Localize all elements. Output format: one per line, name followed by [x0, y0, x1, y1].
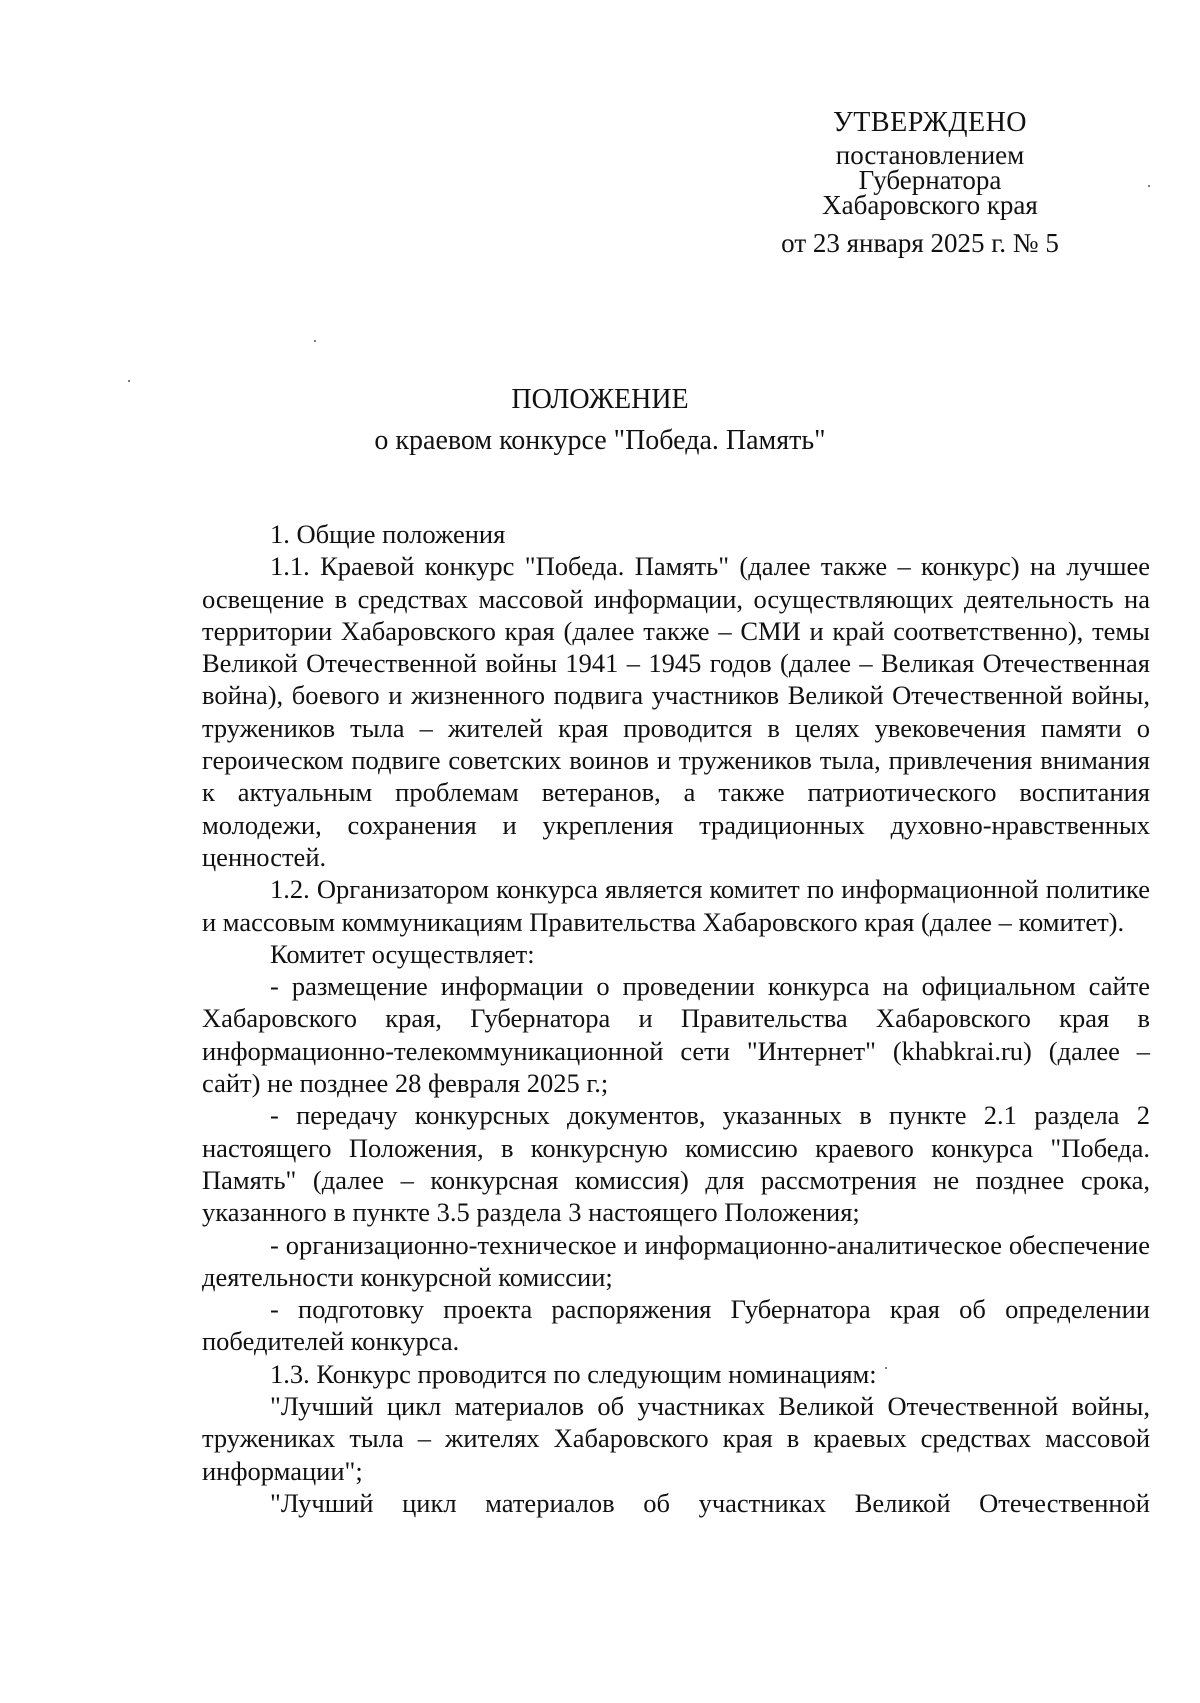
nomination-item: "Лучший цикл материалов об участниках Великой Отечественной [270, 1487, 1150, 1518]
paragraph-1-1: 1.1. Краевой конкурс "Победа. Память" (далее также – конкурс) на лучшее освещение в средствах массовой информации, осуществляющих деятельность на территории Хабаровского края (далее также – СМИ и край соответственно), темы Великой Отечественной войны 1941 – 1945 годов (далее – Великая Отечественная война), боевого и жизненного подвига участников Великой Отечественной войны, тружеников тыла – жителей края проводится в целях увековечения памяти о героическом подвиге советских воинов и тружеников тыла, привлечения внимания к актуальным проблемам ветеранов, а также патриотического воспитания молодежи, сохранения и укрепления традиционных духовно-нравственных ценностей. [202, 551, 1150, 872]
nomination-item: "Лучший цикл материалов об участниках Великой Отечественной войны, тружениках тыла – жителях Хабаровского края в краевых средствах массовой информации"; [202, 1391, 1150, 1486]
approval-title: УТВЕРЖДЕНО [832, 107, 1028, 138]
document-subtitle: о краевом конкурсе "Победа. Память" [374, 425, 826, 456]
list-item: - размещение информации о проведении конкурса на официальном сайте Хабаровского края, Губернатора и Правительства Хабаровского края в информационно-телекоммуникационной сети "Интернет" (khabkrai.ru) (далее – сайт) не позднее 28 февраля 2025 г.; [202, 971, 1150, 1099]
section-heading: 1. Общие положения [270, 519, 506, 549]
approval-line-2: Губернатора [858, 165, 1002, 195]
document-body [202, 518, 1150, 1519]
document-title: ПОЛОЖЕНИЕ [511, 384, 689, 415]
list-item: - передачу конкурсных документов, указанных в пункте 2.1 раздела 2 настоящего Положения, в конкурсную комиссию краевого конкурса "Победа. Память" (далее – конкурсная комиссия) для рассмотрения не позднее срока, указанного в пункте 3.5 раздела 3 настоящего Положения; [202, 1100, 1150, 1228]
scan-speck [885, 1367, 887, 1369]
approval-date: от 23 января 2025 г. № 5 [781, 228, 1059, 258]
scan-speck [314, 340, 316, 342]
paragraph-1-2: 1.2. Организатором конкурса является комитет по информационной политике и массовым коммуникациям Правительства Хабаровского края (далее – комитет). [202, 874, 1150, 937]
list-item: - организационно-техническое и информационно-аналитическое обеспечение деятельности конкурсной комиссии; [202, 1229, 1150, 1292]
scan-speck [128, 380, 130, 382]
approval-line-3: Хабаровского края [822, 190, 1038, 220]
paragraph-1-3: 1.3. Конкурс проводится по следующим номинациям: [270, 1358, 877, 1389]
list-item: - подготовку проекта распоряжения Губернатора края об определении победителей конкурса. [202, 1294, 1150, 1357]
paragraph-committee: Комитет осуществляет: [270, 938, 535, 969]
scan-speck [1148, 185, 1150, 187]
approval-line-1: постановлением [835, 140, 1025, 170]
